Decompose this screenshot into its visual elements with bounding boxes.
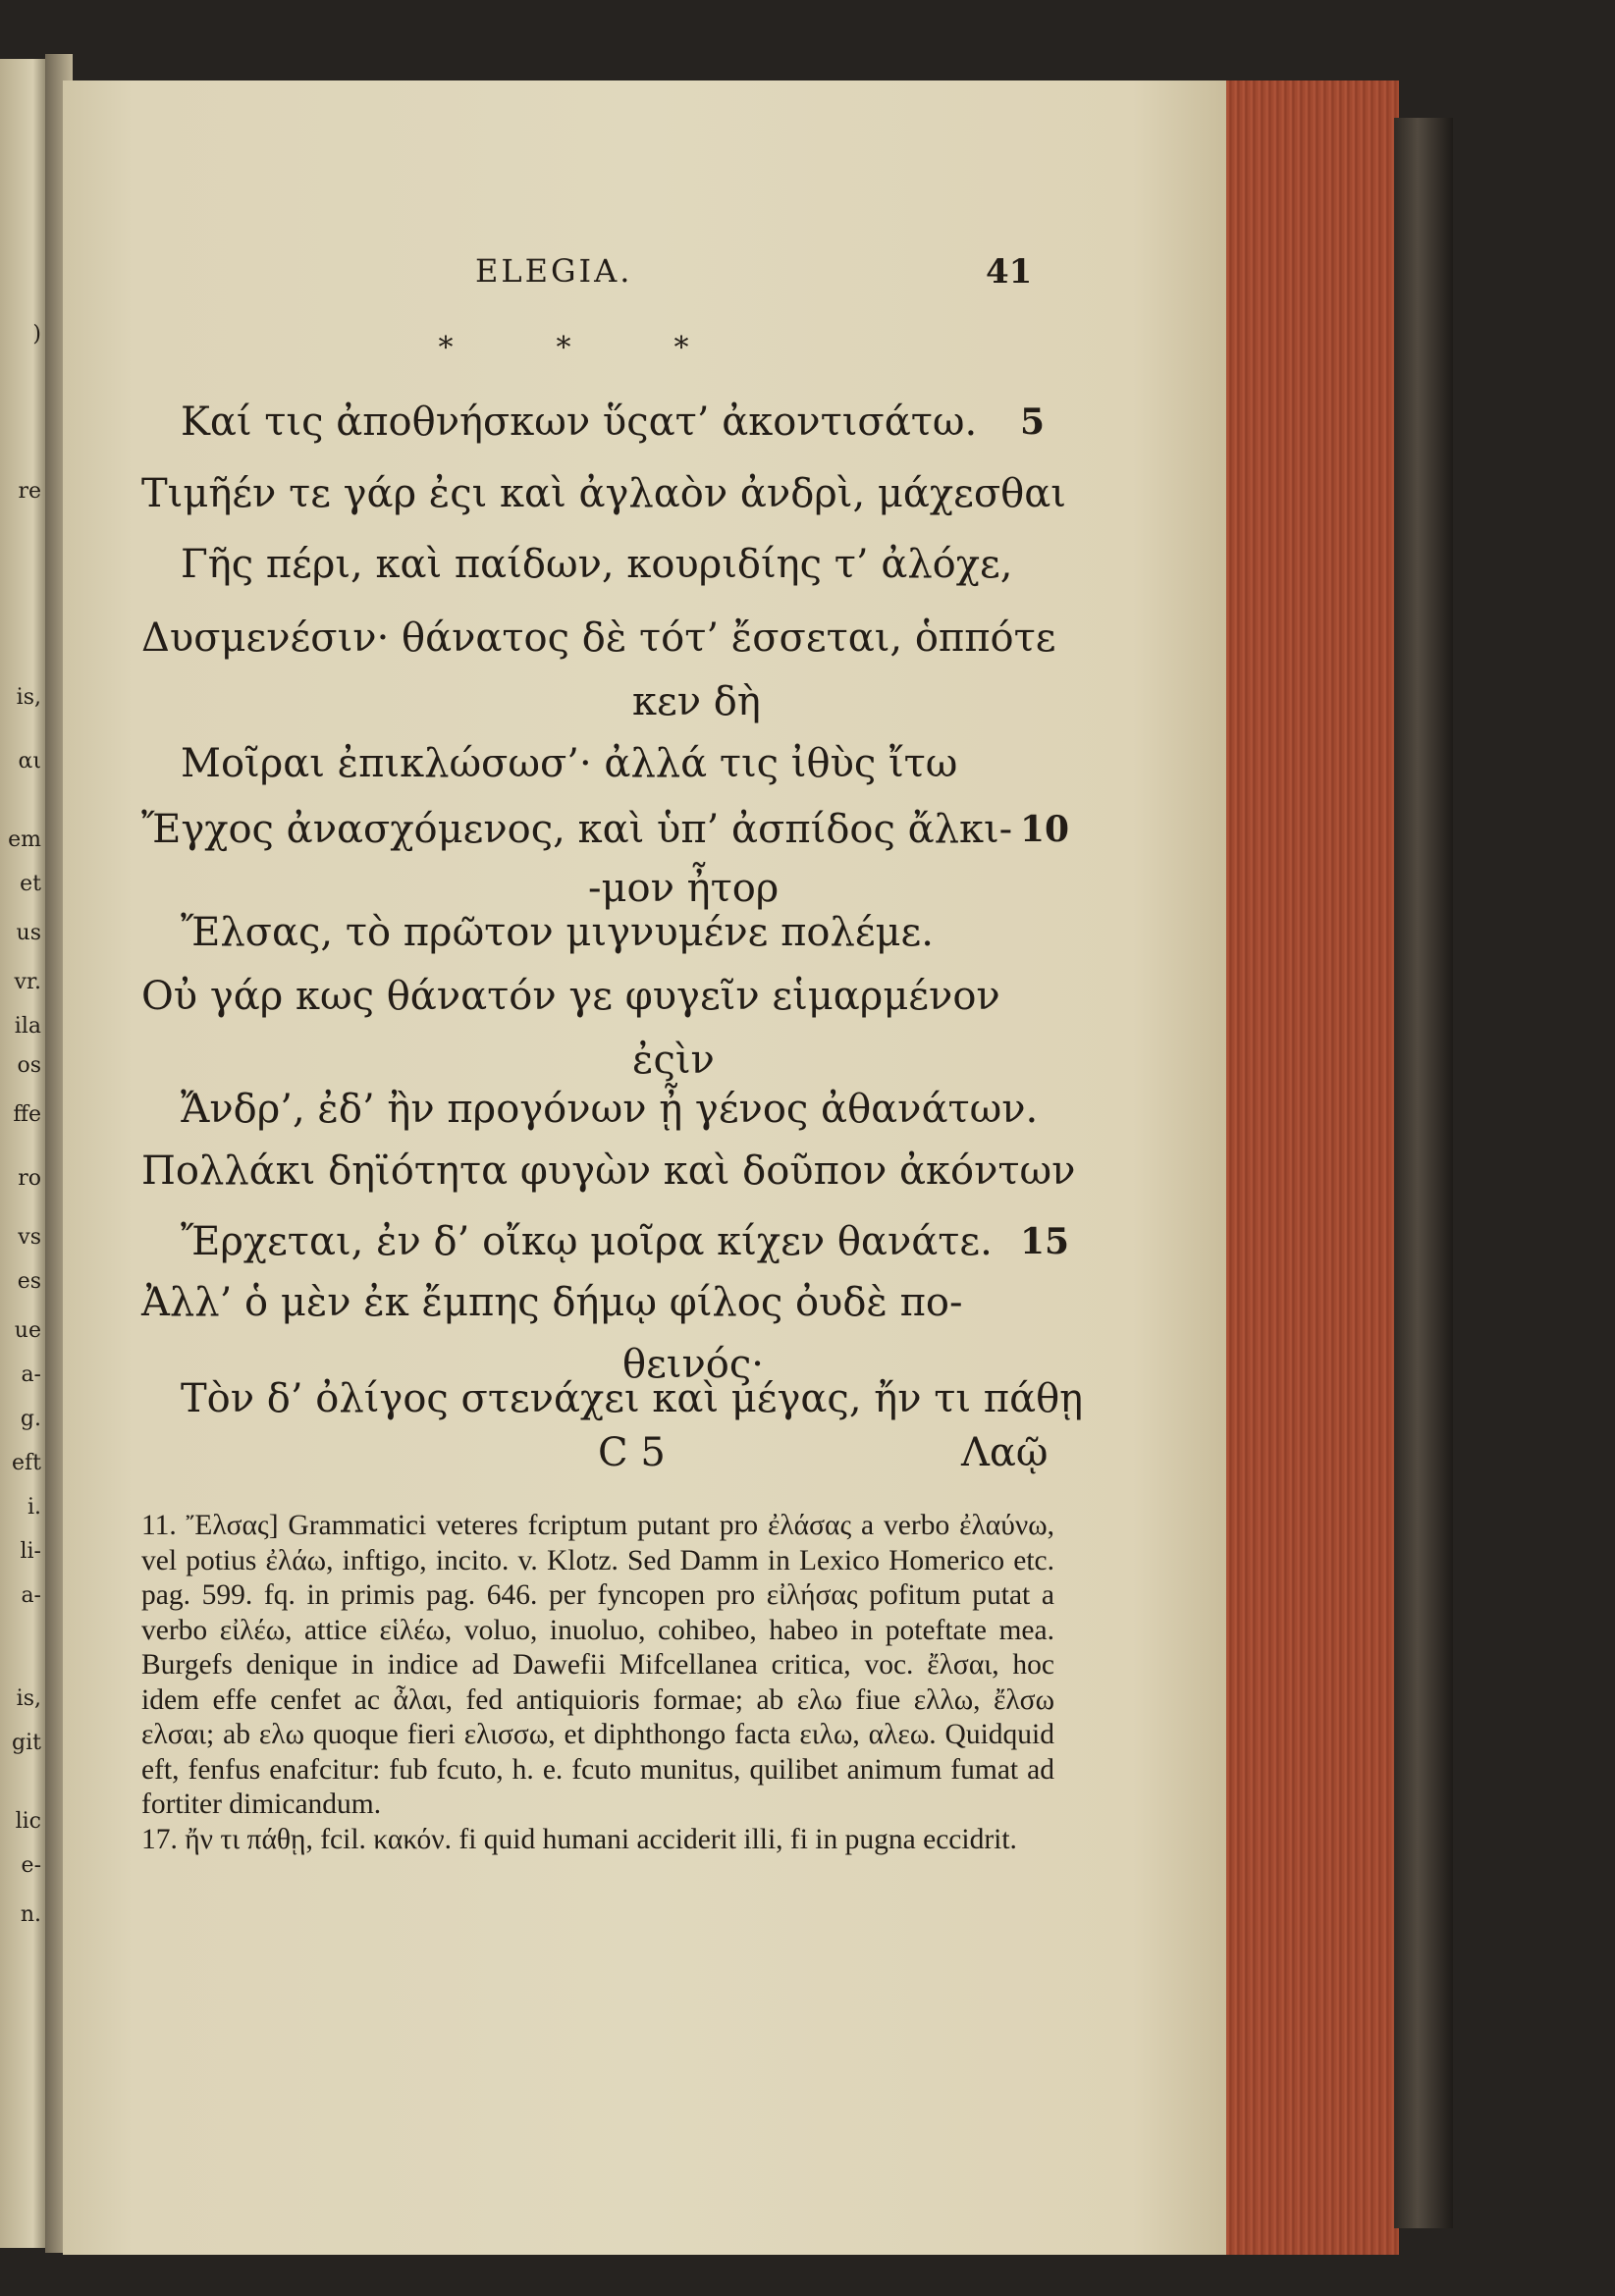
facing-page-fragments xyxy=(2,59,45,2248)
verse-line: Μοῖραι ἐπικλώσωσ’· ἀλλά τις ἰθὺς ἴτω xyxy=(181,741,958,786)
verse-line: Γῆς πέρι, καὶ παίδων, κουριδίης τ’ ἀλόχε, xyxy=(181,542,1013,587)
footnote: 11. Ἔλσας] Grammatici veteres fcriptum putant pro ἐλάσας a verbo ἐλαύνω, vel potius ἐλάω, inftigo, incito. v. Klotz. Sed Damm in Lexico Homerico etc. pag. 599. fq. in primis pag. 646. per fyncopen pro εἰλήσας pofitum putat a verbo εἰλέω, attice εἱλέω, voluo, inuoluo, cohibeo, habeo in poteftate mea. Burgefs denique in indice ad Dawefii Mifcellanea critica, voc. ἔλσαι, hoc idem effe cenfet ac ἆλαι, fed antiquioris formae; ab ελω fiue ελλω, ἔλσω ελσαι; ab ελω quoque fieri ελισσω, et diphthongo facta ειλω, αλεω. Quidquid eft, fenfus enafcitur: fub fcuto, h. e. fcuto munitus, quilibet animum fumat ad fortiter dimicandum. xyxy=(141,1510,1054,1820)
facing-fragment: g. xyxy=(20,1407,41,1431)
facing-fragment: ffe xyxy=(13,1102,41,1127)
verse-line: Ἔγχος ἀνασχόμενος, καὶ ὑπ’ ἀσπίδος ἄλκι- xyxy=(141,807,1013,852)
facing-fragment: i. xyxy=(27,1495,41,1520)
facing-fragment: us xyxy=(16,921,41,945)
facing-fragment: es xyxy=(17,1269,41,1294)
verse-line: Ἄνδρ’, ἐδ’ ἢν προγόνων ᾖ γένος ἀθανάτων. xyxy=(181,1087,1039,1132)
line-number: 5 xyxy=(1020,401,1046,443)
verse-line: Πολλάκι δηϊότητα φυγὼν καὶ δοῦπον ἀκόντων xyxy=(141,1148,1076,1194)
verse-line: κεν δὴ xyxy=(632,679,761,724)
facing-fragment: is, xyxy=(16,685,41,710)
footnotes xyxy=(141,1509,1054,1857)
verse-line: Δυσμενέσιν· θάνατος δὲ τότ’ ἔσσεται, ὁππότε xyxy=(141,615,1056,661)
verse-line: Τὸν δ’ ὀλίγος στενάχει καὶ μέγας, ἤν τι πάθῃ xyxy=(181,1376,1084,1421)
asterisk-ornament: * xyxy=(438,331,454,365)
verse-line: Ἔλσας, τὸ πρῶτον μιγνυμένε πολέμε. xyxy=(181,910,934,955)
facing-fragment: et xyxy=(20,872,41,896)
verse-line: -μον ἦτορ xyxy=(588,866,780,911)
verse-line: Ἔρχεται, ἐν δ’ οἴκῳ μοῖρα κίχεν θανάτε. xyxy=(181,1219,993,1264)
ornament-row xyxy=(387,331,799,365)
facing-fragment: a- xyxy=(21,1583,41,1608)
facing-fragment: ro xyxy=(18,1166,41,1191)
facing-fragment: ila xyxy=(14,1014,41,1039)
facing-fragment: vs xyxy=(18,1225,41,1250)
facing-page-edge xyxy=(0,59,47,2248)
footnote: 17. ἤν τι πάθῃ, fcil. κακόν. fi quid humani acciderit illi, fi in pugna eccidrit. xyxy=(141,1823,1017,1855)
verse-line: Τιμῆέν τε γάρ ἐςι καὶ ἀγλαὸν ἀνδρὶ, μάχεσθαι xyxy=(141,471,1066,516)
facing-fragment: eft xyxy=(11,1451,41,1475)
running-title: ELEGIA. xyxy=(475,252,633,290)
page-fore-edge xyxy=(1215,80,1399,2255)
line-number: 15 xyxy=(1020,1221,1070,1262)
asterisk-ornament: * xyxy=(556,331,571,365)
signature-mark: C 5 xyxy=(598,1430,666,1475)
facing-fragment: ) xyxy=(32,322,41,347)
facing-fragment: em xyxy=(8,828,41,852)
verse-line: ἐςὶν xyxy=(632,1038,715,1083)
catchword: Λαῷ xyxy=(961,1430,1049,1475)
facing-fragment: a- xyxy=(21,1362,41,1387)
facing-fragment: αι xyxy=(18,749,41,774)
facing-fragment: git xyxy=(12,1731,41,1755)
facing-fragment: vr. xyxy=(14,970,41,994)
verse-line: θεινός· xyxy=(622,1342,765,1387)
facing-fragment: e- xyxy=(21,1853,41,1878)
verse-line: Καί τις ἀποθνήσκων ὕςατ’ ἀκοντισάτω. xyxy=(181,400,978,445)
facing-fragment: is, xyxy=(16,1686,41,1711)
verse-line: Ἀλλ’ ὁ μὲν ἐκ ἔμπης δήμῳ φίλος ὀυδὲ πο- xyxy=(141,1280,963,1325)
facing-fragment: li- xyxy=(20,1539,41,1564)
facing-fragment: lic xyxy=(15,1809,41,1834)
book-page xyxy=(63,80,1226,2255)
facing-fragment: n. xyxy=(20,1902,41,1927)
book-cover-edge xyxy=(1394,118,1453,2228)
facing-fragment: ue xyxy=(14,1318,41,1343)
verse-line: Οὐ γάρ κως θάνατόν γε φυγεῖν εἱμαρμένον xyxy=(141,974,1000,1019)
facing-fragment: os xyxy=(17,1053,41,1078)
facing-fragment: re xyxy=(18,479,41,504)
page-number: 41 xyxy=(986,252,1033,292)
asterisk-ornament: * xyxy=(673,331,689,365)
line-number: 10 xyxy=(1020,809,1070,850)
